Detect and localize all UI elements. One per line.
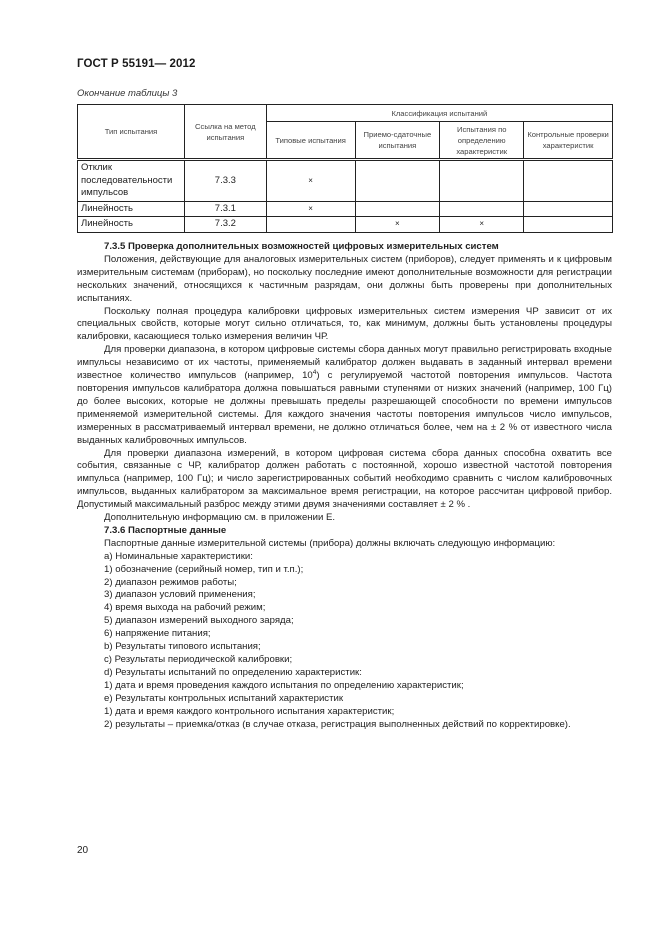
list-item: 2) результаты – приемка/отказ (в случае отказа, регистрация выполненных действий по корректировке). — [104, 718, 571, 730]
paragraph: Поскольку полная процедура калибровки цифровых измерительных систем измерения ЧР зависит от их специальных свойств, которые могут сильно отличаться, то, как минимум, должны быть установлены процедуры калибровки, касающиеся только измерения величин ЧР. — [77, 305, 612, 343]
table-caption: Окончание таблицы 3 — [77, 88, 178, 99]
cell-method-ref: 7.3.3 — [184, 160, 266, 202]
cell-mark: × — [266, 201, 355, 217]
header-method-ref: Ссылка на метод испытания — [184, 105, 266, 160]
cell-test-type: Линейность — [78, 201, 185, 217]
superscript: 4 — [312, 368, 317, 376]
list-item: 6) напряжение питания; — [104, 628, 211, 640]
cell-mark — [440, 160, 524, 202]
paragraph-text: ) с регулируемой частотой повторения импульсов. Частота повторения импульсов калибратора должна повышаться равными ступенями от низких значений (например, 100 Гц) до более высоких, которые не должны превышать пределы разрешающей способности по времени импульсов применяемой измерительной системы. Для каждого значения частоты повторения импульсов число импульсов, измеренных в рассматриваемый интервал времени, не должно отличаться более, чем на ± 2 % от известного числа выданных калибровочных импульсов. — [77, 370, 613, 446]
table-row — [78, 201, 613, 217]
list-item: 1) дата и время проведения каждого испытания по определению характеристик; — [104, 679, 464, 691]
header-control-checks: Контрольные проверки характеристик — [524, 122, 613, 160]
section-heading-7-3-6: 7.3.6 Паспортные данные — [104, 524, 227, 536]
cell-test-type: Отклик последовательности импульсов — [78, 160, 185, 202]
cell-mark — [524, 160, 613, 202]
cell-mark — [524, 217, 613, 233]
test-classification-table — [77, 104, 613, 233]
header-type-tests: Типовые испытания — [266, 122, 355, 160]
cell-method-ref: 7.3.1 — [184, 201, 266, 217]
cell-mark: × — [355, 217, 440, 233]
list-item: e) Результаты контрольных испытаний характеристик — [104, 692, 344, 704]
cell-mark — [355, 160, 440, 202]
cell-test-type: Линейность — [78, 217, 185, 233]
paragraph: Положения, действующие для аналоговых измерительных систем (приборов), следует применять и к цифровым измерительным системам (приборам), но поскольку последние имеют дополнительные возможности для регистрации нескольких значений, относящихся к частичным разрядам, они должны быть проверены при дополнительных испытаниях. — [77, 253, 612, 304]
cell-mark — [266, 217, 355, 233]
list-item: 2) диапазон режимов работы; — [104, 576, 237, 588]
header-test-type: Тип испытания — [78, 105, 185, 160]
document-header: ГОСТ Р 55191— 2012 — [77, 58, 196, 70]
list-item: 1) обозначение (серийный номер, тип и т.п.); — [104, 563, 304, 575]
list-item: d) Результаты испытаний по определению характеристик: — [104, 666, 362, 678]
list-item: c) Результаты периодической калибровки; — [104, 654, 293, 665]
cell-mark: × — [266, 160, 355, 202]
cell-mark — [440, 201, 524, 217]
cell-mark — [524, 201, 613, 217]
paragraph — [77, 344, 612, 447]
list-item: 4) время выхода на рабочий режим; — [104, 602, 266, 614]
header-classification: Классификация испытаний — [266, 105, 612, 122]
document-body — [77, 241, 612, 731]
table-row — [78, 217, 613, 233]
list-item: b) Результаты типового испытания; — [104, 641, 261, 653]
section-heading-7-3-5: 7.3.5 Проверка дополнительных возможностей цифровых измерительных систем — [104, 241, 499, 252]
header-performance-tests: Испытания по определению характеристик — [440, 122, 524, 160]
header-acceptance-tests: Приемо-сдаточные испытания — [355, 122, 440, 160]
page-number: 20 — [77, 845, 89, 856]
cell-method-ref: 7.3.2 — [184, 217, 266, 233]
list-item: а) Номинальные характеристики: — [104, 550, 253, 562]
paragraph: Дополнительную информацию см. в приложении Е. — [104, 512, 336, 524]
cell-mark: × — [440, 217, 524, 233]
list-item: 3) диапазон условий применения; — [104, 589, 256, 601]
paragraph: Паспортные данные измерительной системы (прибора) должны включать следующую информацию: — [104, 537, 556, 549]
paragraph-text: Для проверки диапазона, в котором цифровые системы сбора данных могут правильно регистрировать входные импульсы независимо от их частоты, применяемый калибратор должен выдавать в заданный интервал времени известное количество импульсов (например, 10 — [77, 344, 612, 382]
table-row — [78, 160, 613, 202]
paragraph: Для проверки диапазона измерений, в котором цифровая система сбора данных способна охватить все события, связанные с ЧР, калибратор должен работать с постоянной, хорошо известной частотой повторения импульса (например, 100 Гц); и число зарегистрированных событий необходимо сравнить с числом калибровочных импульсов, выданных калибратором за максимальное время регистрации, на которое рассчитан цифровой прибор. Допустимый максимальный разброс между этими двумя значениями составляет ± 2 % . — [77, 447, 612, 511]
cell-mark — [355, 201, 440, 217]
list-item: 5) диапазон измерений выходного заряда; — [104, 615, 294, 627]
list-item: 1) дата и время каждого контрольного испытания характеристик; — [104, 705, 395, 717]
